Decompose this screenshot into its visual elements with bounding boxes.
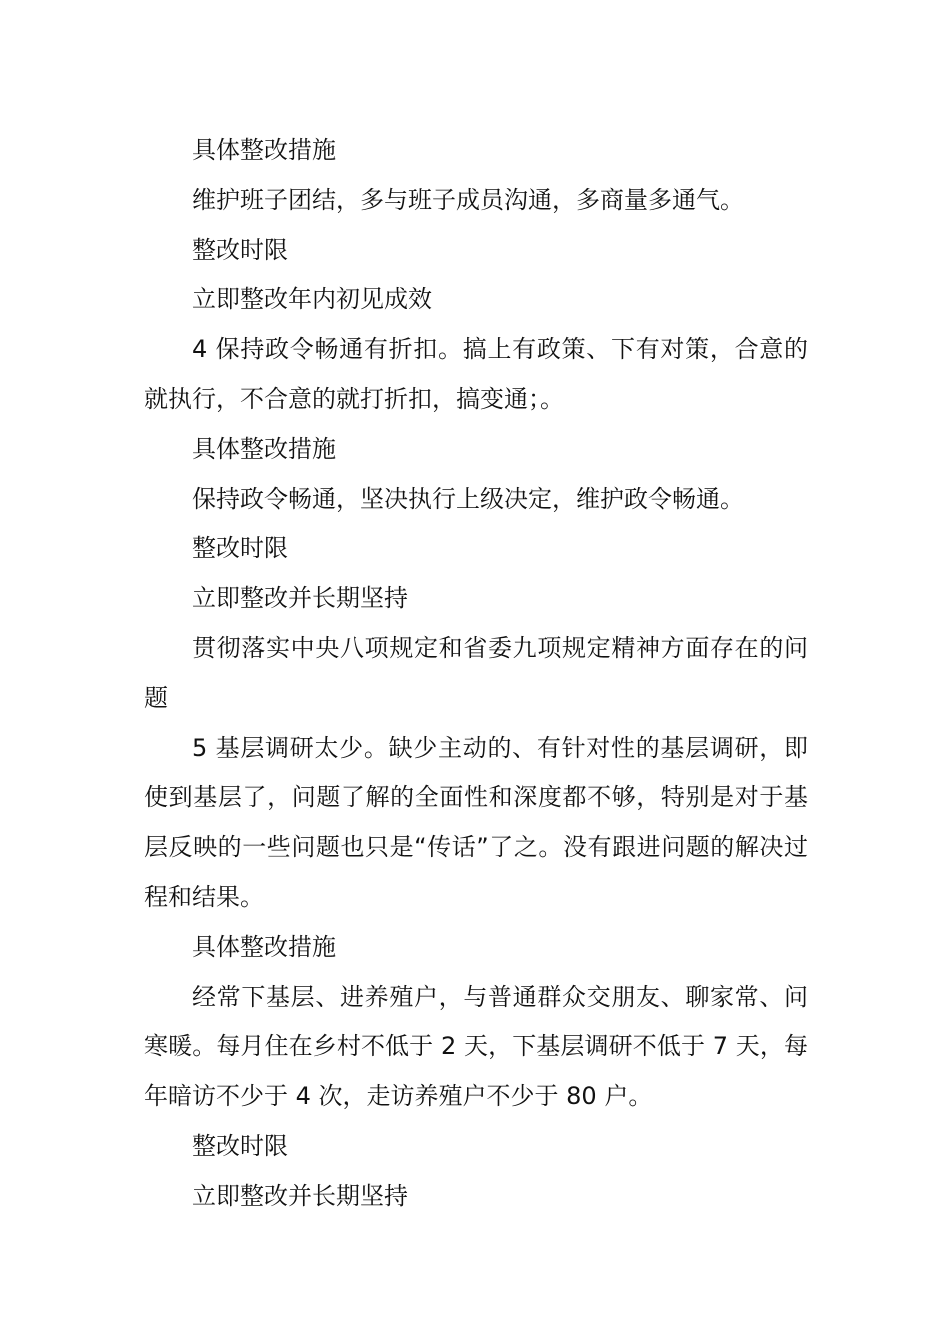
paragraph: 立即整改并长期坚持 [192,1181,408,1210]
heading-measures: 具体整改措施 [192,434,336,463]
issue-paragraph: 5 基层调研太少。缺少主动的、有针对性的基层调研，即使到基层了，问题了解的全面性和深度都不够，特别是对于基层反映的一些问题也只是“传话”了之。没有跟进问题的解决过程和结果。 [144,733,808,911]
heading-deadline: 整改时限 [192,1131,288,1160]
heading-deadline: 整改时限 [192,534,288,563]
issue-paragraph: 4 保持政令畅通有折扣。搞上有政策、下有对策，合意的就执行，不合意的就打折扣，搞变通；。 [144,335,808,413]
paragraph: 保持政令畅通，坚决执行上级决定，维护政令畅通。 [192,484,744,513]
heading-measures: 具体整改措施 [192,932,336,961]
paragraph: 立即整改并长期坚持 [192,584,408,613]
heading-measures: 具体整改措施 [192,136,336,164]
paragraph: 经常下基层、进养殖户，与普通群众交朋友、聊家常、问寒暖。每月住在乡村不低于 2 天，下基层调研不低于 7 天，每年暗访不少于 4 次，走访养殖户不少于 80 户。 [144,982,808,1111]
document-body [144,126,808,1222]
section-heading: 贯彻落实中央八项规定和省委九项规定精神方面存在的问题 [144,633,808,712]
heading-deadline: 整改时限 [192,235,288,264]
paragraph: 维护班子团结，多与班子成员沟通，多商量多通气。 [192,185,744,214]
paragraph: 立即整改年内初见成效 [192,285,432,314]
